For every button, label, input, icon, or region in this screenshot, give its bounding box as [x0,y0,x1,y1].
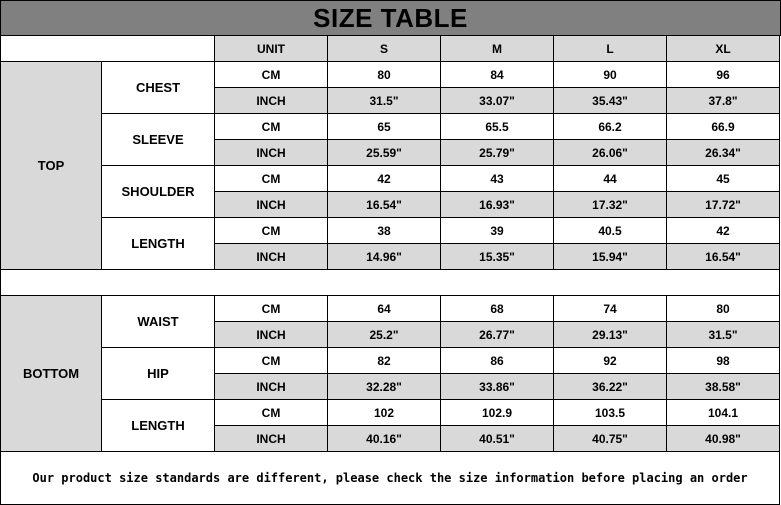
value-cell: 37.8" [667,88,780,114]
measurement-label: SHOULDER [102,166,215,218]
value-cell: 15.94" [554,244,667,270]
value-cell: 42 [667,218,780,244]
value-cell: 65.5 [441,114,554,140]
value-cell: 16.54" [667,244,780,270]
unit-cell: INCH [215,426,328,452]
value-cell: 40.51" [441,426,554,452]
value-cell: 92 [554,348,667,374]
value-cell: 65 [328,114,441,140]
measurement-label: SLEEVE [102,114,215,166]
section-label: BOTTOM [1,296,102,452]
note-row [1,452,780,505]
value-cell: 32.28" [328,374,441,400]
unit-cell: INCH [215,88,328,114]
value-cell: 90 [554,62,667,88]
value-cell: 102 [328,400,441,426]
value-cell: 25.79" [441,140,554,166]
value-cell: 16.93" [441,192,554,218]
value-cell: 68 [441,296,554,322]
title-bar [0,0,781,36]
value-cell: 36.22" [554,374,667,400]
unit-cell: INCH [215,192,328,218]
value-cell: 102.9 [441,400,554,426]
value-cell: 25.2" [328,322,441,348]
value-cell: 66.2 [554,114,667,140]
measurement-label: CHEST [102,62,215,114]
unit-cell: INCH [215,322,328,348]
size-note: Our product size standards are different, please check the size information before placing an order [1,452,780,505]
table-row [1,114,780,140]
table-row [1,296,780,322]
unit-cell: CM [215,218,328,244]
unit-cell: CM [215,400,328,426]
value-cell: 39 [441,218,554,244]
value-cell: 66.9 [667,114,780,140]
size-table [0,35,780,505]
section-label: TOP [1,62,102,270]
header-size-xl: XL [667,36,780,62]
value-cell: 40.98" [667,426,780,452]
value-cell: 14.96" [328,244,441,270]
table-row [1,218,780,244]
unit-cell: CM [215,348,328,374]
unit-cell: INCH [215,244,328,270]
header-blank-cell [1,36,215,62]
unit-cell: CM [215,62,328,88]
measurement-label: WAIST [102,296,215,348]
unit-cell: CM [215,296,328,322]
measurement-label: LENGTH [102,400,215,452]
value-cell: 45 [667,166,780,192]
value-cell: 15.35" [441,244,554,270]
value-cell: 17.72" [667,192,780,218]
value-cell: 40.75" [554,426,667,452]
value-cell: 31.5" [328,88,441,114]
value-cell: 86 [441,348,554,374]
header-size-m: M [441,36,554,62]
table-row [1,166,780,192]
header-unit: UNIT [215,36,328,62]
measurement-label: LENGTH [102,218,215,270]
value-cell: 43 [441,166,554,192]
gap-cell [1,270,780,296]
value-cell: 33.07" [441,88,554,114]
value-cell: 38.58" [667,374,780,400]
value-cell: 82 [328,348,441,374]
table-row [1,62,780,88]
value-cell: 29.13" [554,322,667,348]
header-size-l: L [554,36,667,62]
value-cell: 38 [328,218,441,244]
value-cell: 74 [554,296,667,322]
value-cell: 26.34" [667,140,780,166]
value-cell: 26.77" [441,322,554,348]
unit-cell: INCH [215,374,328,400]
unit-cell: CM [215,166,328,192]
value-cell: 16.54" [328,192,441,218]
page-title: SIZE TABLE [313,2,468,33]
value-cell: 26.06" [554,140,667,166]
measurement-label: HIP [102,348,215,400]
value-cell: 80 [328,62,441,88]
value-cell: 31.5" [667,322,780,348]
table-row [1,400,780,426]
header-size-s: S [328,36,441,62]
unit-cell: INCH [215,140,328,166]
value-cell: 35.43" [554,88,667,114]
value-cell: 40.5 [554,218,667,244]
value-cell: 104.1 [667,400,780,426]
value-cell: 33.86" [441,374,554,400]
value-cell: 17.32" [554,192,667,218]
value-cell: 64 [328,296,441,322]
section-gap-row [1,270,780,296]
value-cell: 40.16" [328,426,441,452]
value-cell: 25.59" [328,140,441,166]
table-row [1,348,780,374]
value-cell: 44 [554,166,667,192]
value-cell: 84 [441,62,554,88]
value-cell: 80 [667,296,780,322]
value-cell: 96 [667,62,780,88]
header-row [1,36,780,62]
value-cell: 98 [667,348,780,374]
value-cell: 42 [328,166,441,192]
value-cell: 103.5 [554,400,667,426]
unit-cell: CM [215,114,328,140]
